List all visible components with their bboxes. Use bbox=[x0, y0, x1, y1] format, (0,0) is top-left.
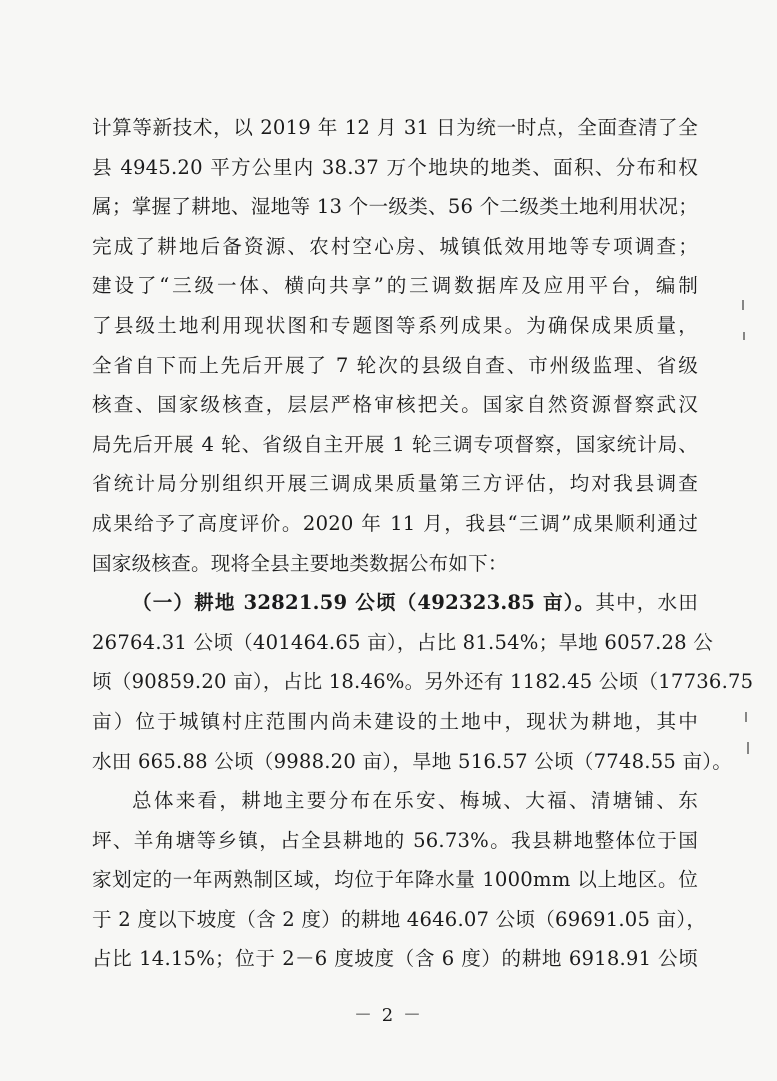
text-line: 完成了耕地后备资源、农村空心房、城镇低效用地等专项调查； bbox=[92, 234, 698, 258]
paragraph-first-line: 总体来看，耕地主要分布在乐安、梅城、大福、清塘铺、东 bbox=[132, 789, 698, 813]
text-line: 国家级核查。现将全县主要地类数据公布如下： bbox=[92, 551, 508, 575]
text-line: 占比 14.15%；位于 2－6 度坡度（含 6 度）的耕地 6918.91 公顷 bbox=[92, 947, 698, 971]
section-heading: （一）耕地 32821.59 公顷（492323.85 亩）。 bbox=[132, 591, 596, 615]
text-line: 了县级土地利用现状图和专题图等系列成果。为确保成果质量， bbox=[92, 313, 698, 337]
text-line: 亩）位于城镇村庄范围内尚未建设的土地中，现状为耕地，其中 bbox=[92, 709, 698, 733]
text-line: 全省自下而上先后开展了 7 轮次的县级自查、市州级监理、省级 bbox=[92, 353, 698, 377]
section-heading-rest: 其中，水田 bbox=[595, 591, 698, 615]
text-line: 计算等新技术，以 2019 年 12 月 31 日为统一时点，全面查清了全 bbox=[92, 116, 698, 139]
scan-artifact bbox=[747, 742, 749, 754]
page-number: － 2 － bbox=[354, 1005, 423, 1026]
text-line: 家划定的一年两熟制区域，均位于年降水量 1000mm 以上地区。位 bbox=[92, 868, 698, 892]
text-line: 坪、羊角塘等乡镇，占全县耕地的 56.73%。我县耕地整体位于国 bbox=[92, 828, 698, 852]
text-line: 26764.31 公顷（401464.65 亩），占比 81.54%；旱地 6057.28 公 bbox=[92, 630, 714, 654]
text-line: 顷（90859.20 亩），占比 18.46%。另外还有 1182.45 公顷（17736.75 bbox=[92, 670, 754, 694]
scan-artifact bbox=[743, 332, 745, 340]
scan-artifact bbox=[742, 300, 744, 310]
text-line: 省统计局分别组织开展三调成果质量第三方评估，均对我县调查 bbox=[92, 472, 698, 496]
text-line: 局先后开展 4 轮、省级自主开展 1 轮三调专项督察，国家统计局、 bbox=[92, 432, 698, 456]
document-body bbox=[92, 108, 754, 979]
text-line: 属；掌握了耕地、湿地等 13 个一级类、56 个二级类土地利用状况； bbox=[92, 195, 698, 219]
text-line: 成果给予了高度评价。2020 年 11 月，我县“三调”成果顺利通过 bbox=[92, 511, 698, 535]
text-line: 水田 665.88 公顷（9988.20 亩），旱地 516.57 公顷（7748.55 亩）。 bbox=[92, 749, 733, 773]
text-line: 建设了“三级一体、横向共享”的三调数据库及应用平台，编制 bbox=[92, 274, 698, 298]
text-line: 县 4945.20 平方公里内 38.37 万个地块的地类、面积、分布和权 bbox=[92, 155, 698, 179]
text-line: 于 2 度以下坡度（含 2 度）的耕地 4646.07 公顷（69691.05 亩）， bbox=[92, 907, 707, 931]
scan-artifact bbox=[745, 712, 747, 722]
text-line: 核查、国家级核查，层层严格审核把关。国家自然资源督察武汉 bbox=[92, 393, 698, 417]
section-heading-line bbox=[92, 583, 698, 623]
